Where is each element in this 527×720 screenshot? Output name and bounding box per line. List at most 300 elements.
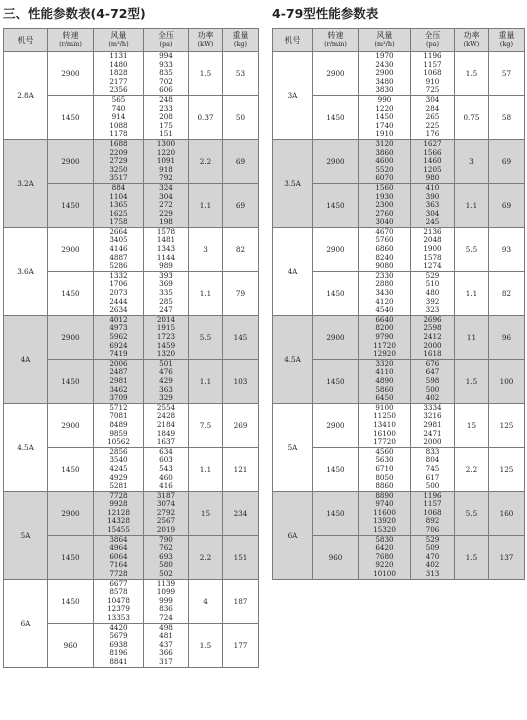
flow-value: 7680 <box>375 551 394 561</box>
weight-cell: 177 <box>223 623 259 667</box>
table-row <box>4 579 259 623</box>
model-number-cell: 3.2A <box>4 139 48 227</box>
weight-cell: 53 <box>223 52 259 96</box>
table-header-row <box>4 29 259 52</box>
pressure-value: 676 <box>425 359 440 368</box>
weight-cell: 187 <box>223 579 259 623</box>
speed-cell: 2900 <box>313 227 359 271</box>
flow-value: 3517 <box>109 173 128 183</box>
power-cell: 1.5 <box>455 359 489 403</box>
pressure-value: 2696 <box>423 315 442 324</box>
model-number-cell: 6A <box>273 491 313 579</box>
flow-value: 4245 <box>109 463 128 473</box>
header-flow: 风量 (m³/h) <box>359 29 411 52</box>
pressure-value: 1144 <box>156 252 176 262</box>
flow-cell <box>94 623 144 667</box>
pressure-value: 1157 <box>423 499 442 509</box>
weight-cell: 58 <box>489 95 525 139</box>
speed-cell: 2900 <box>48 52 94 96</box>
flow-value: 1480 <box>109 59 128 69</box>
flow-value: 6710 <box>375 463 394 473</box>
pressure-value: 647 <box>425 367 440 377</box>
pressure-cell <box>411 52 455 96</box>
flow-value: 7164 <box>109 560 128 570</box>
weight-cell: 137 <box>489 535 525 579</box>
flow-cell <box>359 403 411 447</box>
pressure-cell <box>144 447 189 491</box>
flow-value: 4887 <box>109 252 128 262</box>
pressure-value: 500 <box>425 481 440 491</box>
pressure-value: 1459 <box>156 340 176 350</box>
pressure-value: 762 <box>159 543 173 553</box>
pressure-value: 1915 <box>156 323 176 333</box>
pressure-value: 313 <box>425 569 440 579</box>
flow-value: 4964 <box>109 543 128 553</box>
pressure-value: 245 <box>425 217 440 227</box>
flow-cell <box>359 183 411 227</box>
pressure-value: 706 <box>425 525 440 535</box>
pressure-value: 2000 <box>423 437 442 447</box>
weight-cell: 69 <box>489 183 525 227</box>
speed-cell: 1450 <box>48 447 94 491</box>
pressure-value: 1300 <box>156 139 176 148</box>
flow-value: 5830 <box>375 535 394 544</box>
model-number-cell: 3A <box>273 52 313 140</box>
table-4-72 <box>3 28 259 668</box>
flow-value: 15455 <box>107 525 130 535</box>
model-number-cell: 4A <box>4 315 48 403</box>
weight-cell: 69 <box>489 139 525 183</box>
weight-cell: 160 <box>489 491 525 535</box>
flow-value: 1560 <box>375 183 394 192</box>
pressure-value: 989 <box>159 261 173 271</box>
pressure-value: 272 <box>159 200 173 210</box>
weight-cell: 103 <box>223 359 259 403</box>
flow-cell <box>94 315 144 359</box>
pressure-value: 745 <box>425 463 440 473</box>
pressure-value: 498 <box>159 623 173 632</box>
flow-value: 1910 <box>375 129 394 139</box>
pressure-value: 151 <box>159 129 173 139</box>
pressure-value: 1578 <box>423 252 442 262</box>
power-cell: 1.5 <box>189 623 223 667</box>
flow-value: 2856 <box>109 447 128 456</box>
flow-value: 13353 <box>107 613 130 622</box>
pressure-value: 702 <box>159 76 173 86</box>
flow-cell <box>94 271 144 315</box>
pressure-value: 1091 <box>156 156 176 166</box>
flow-cell <box>359 271 411 315</box>
table-row <box>273 52 525 96</box>
header-flow: 风量 (m³/h) <box>94 29 144 52</box>
pressure-value: 2412 <box>423 332 442 341</box>
flow-value: 1104 <box>109 191 128 201</box>
header-model: 机号 <box>273 29 313 52</box>
weight-cell: 234 <box>223 491 259 535</box>
pressure-value: 835 <box>159 68 173 78</box>
weight-cell: 79 <box>223 271 259 315</box>
flow-value: 2981 <box>109 375 128 385</box>
flow-value: 2300 <box>375 200 394 210</box>
flow-cell <box>359 359 411 403</box>
speed-cell: 2900 <box>48 491 94 535</box>
flow-value: 8240 <box>375 252 394 262</box>
pressure-value: 3074 <box>156 499 176 509</box>
flow-value: 11250 <box>373 411 396 421</box>
power-cell: 15 <box>189 491 223 535</box>
weight-cell: 69 <box>223 183 259 227</box>
speed-cell: 1450 <box>48 183 94 227</box>
pressure-value: 2471 <box>423 428 442 438</box>
table-row <box>273 227 525 271</box>
pressure-value: 476 <box>159 367 173 377</box>
flow-value: 4890 <box>375 375 394 385</box>
pressure-value: 1578 <box>156 227 176 236</box>
flow-value: 1706 <box>109 279 128 289</box>
speed-cell: 1450 <box>313 271 359 315</box>
flow-value: 9740 <box>375 499 394 509</box>
flow-value: 1970 <box>375 51 394 60</box>
power-cell: 2.2 <box>455 447 489 491</box>
flow-value: 4120 <box>375 296 394 306</box>
model-number-cell: 6A <box>4 579 48 667</box>
pressure-value: 502 <box>159 569 173 579</box>
speed-cell: 1450 <box>313 183 359 227</box>
flow-value: 8196 <box>109 648 128 658</box>
flow-value: 2444 <box>109 296 128 306</box>
pressure-cell <box>144 52 189 96</box>
pressure-value: 603 <box>159 455 173 465</box>
flow-value: 13410 <box>373 419 396 429</box>
pressure-value: 804 <box>425 455 440 465</box>
speed-cell: 1450 <box>48 95 94 139</box>
speed-cell: 1450 <box>48 359 94 403</box>
pressure-value: 2184 <box>156 419 176 429</box>
power-cell: 1.5 <box>455 535 489 579</box>
pressure-value: 725 <box>425 85 440 95</box>
flow-value: 6640 <box>375 315 394 324</box>
weight-cell: 269 <box>223 403 259 447</box>
model-number-cell: 5A <box>273 403 313 491</box>
flow-value: 5860 <box>375 384 394 394</box>
speed-cell: 2900 <box>313 52 359 96</box>
pressure-value: 2598 <box>423 323 442 333</box>
pressure-cell <box>144 139 189 183</box>
pressure-cell <box>144 183 189 227</box>
pressure-cell <box>411 359 455 403</box>
pressure-value: 470 <box>425 551 440 561</box>
pressure-value: 460 <box>159 472 173 482</box>
pressure-value: 402 <box>425 560 440 570</box>
pressure-value: 480 <box>425 288 440 298</box>
flow-value: 11600 <box>373 507 396 517</box>
pressure-value: 369 <box>159 279 173 289</box>
flow-value: 5286 <box>109 261 128 271</box>
speed-cell: 2900 <box>48 139 94 183</box>
pressure-value: 335 <box>159 288 173 298</box>
flow-value: 6450 <box>375 393 394 403</box>
flow-value: 4560 <box>375 447 394 456</box>
flow-value: 12379 <box>107 604 130 614</box>
flow-value: 6064 <box>109 551 128 561</box>
flow-value: 2330 <box>375 271 394 280</box>
speed-cell: 1450 <box>313 95 359 139</box>
flow-value: 3430 <box>375 288 394 298</box>
pressure-value: 285 <box>159 296 173 306</box>
power-cell: 1.1 <box>455 183 489 227</box>
pressure-value: 1099 <box>156 587 176 597</box>
weight-cell: 151 <box>223 535 259 579</box>
pressure-value: 1481 <box>156 235 176 245</box>
power-cell: 3 <box>455 139 489 183</box>
pressure-value: 836 <box>159 604 173 614</box>
flow-value: 7081 <box>109 411 128 421</box>
table-row <box>4 227 259 271</box>
table-row <box>4 139 259 183</box>
flow-value: 3320 <box>375 359 394 368</box>
pressure-value: 248 <box>159 95 173 104</box>
flow-value: 3120 <box>375 139 394 148</box>
flow-value: 4600 <box>375 156 394 166</box>
flow-value: 8200 <box>375 323 394 333</box>
pressure-value: 304 <box>159 191 173 201</box>
pressure-cell <box>411 315 455 359</box>
flow-value: 2177 <box>109 76 128 86</box>
table-4-79 <box>272 28 525 580</box>
header-power: 功率 (kW) <box>189 29 223 52</box>
flow-value: 4929 <box>109 472 128 482</box>
flow-value: 2664 <box>109 227 128 236</box>
flow-cell <box>94 447 144 491</box>
pressure-value: 2567 <box>156 516 176 526</box>
pressure-value: 324 <box>159 183 173 192</box>
flow-value: 2900 <box>375 68 394 78</box>
flow-value: 4110 <box>375 367 394 377</box>
flow-value: 4420 <box>109 623 128 632</box>
pressure-value: 1849 <box>156 428 176 438</box>
flow-value: 2430 <box>375 59 394 69</box>
pressure-value: 509 <box>425 543 440 553</box>
model-number-cell: 4.5A <box>4 403 48 491</box>
power-cell: 0.75 <box>455 95 489 139</box>
table-header-row <box>273 29 525 52</box>
flow-value: 1365 <box>109 200 128 210</box>
power-cell: 3 <box>189 227 223 271</box>
flow-value: 5630 <box>375 455 394 465</box>
power-cell: 1.1 <box>189 183 223 227</box>
pressure-value: 1460 <box>423 156 442 166</box>
pressure-value: 284 <box>425 103 440 113</box>
pressure-value: 790 <box>159 535 173 544</box>
header-pressure: 全压 (pa) <box>411 29 455 52</box>
table-row <box>4 315 259 359</box>
flow-value: 5520 <box>375 164 394 174</box>
flow-value: 10478 <box>107 595 130 605</box>
pressure-value: 392 <box>425 296 440 306</box>
flow-value: 8489 <box>109 419 128 429</box>
pressure-value: 994 <box>159 51 173 60</box>
model-number-cell: 2.8A <box>4 52 48 140</box>
pressure-value: 429 <box>159 375 173 385</box>
flow-value: 3864 <box>109 535 128 544</box>
flow-value: 8860 <box>375 481 394 491</box>
pressure-value: 208 <box>159 112 173 122</box>
header-speed: 转速 (r/min) <box>313 29 359 52</box>
header-model: 机号 <box>4 29 48 52</box>
flow-value: 1178 <box>109 129 128 139</box>
flow-value: 565 <box>111 95 126 104</box>
flow-value: 5760 <box>375 235 394 245</box>
flow-value: 6070 <box>375 173 394 183</box>
pressure-value: 265 <box>425 112 440 122</box>
flow-value: 3250 <box>109 164 128 174</box>
pressure-value: 2792 <box>156 507 176 517</box>
pressure-value: 390 <box>425 191 440 201</box>
pressure-cell <box>411 227 455 271</box>
flow-value: 3860 <box>375 147 394 157</box>
pressure-value: 1566 <box>423 147 442 157</box>
table-row <box>4 52 259 96</box>
power-cell: 2.2 <box>189 535 223 579</box>
pressure-cell <box>411 183 455 227</box>
flow-value: 12920 <box>373 349 396 359</box>
pressure-value: 999 <box>159 595 173 605</box>
pressure-cell <box>411 139 455 183</box>
flow-value: 4012 <box>109 315 128 324</box>
pressure-value: 2428 <box>156 411 176 421</box>
pressure-value: 1220 <box>156 147 176 157</box>
flow-value: 15320 <box>373 525 396 535</box>
model-number-cell: 5A <box>4 491 48 579</box>
pressure-cell <box>144 623 189 667</box>
power-cell: 5.5 <box>455 227 489 271</box>
pressure-value: 543 <box>159 463 173 473</box>
flow-cell <box>94 359 144 403</box>
pressure-cell <box>411 95 455 139</box>
pressure-cell <box>144 579 189 623</box>
flow-value: 4670 <box>375 227 394 236</box>
flow-value: 4540 <box>375 305 394 315</box>
flow-value: 3709 <box>109 393 128 403</box>
pressure-value: 481 <box>159 631 173 641</box>
flow-value: 4973 <box>109 323 128 333</box>
flow-value: 6677 <box>109 579 128 588</box>
pressure-value: 510 <box>425 279 440 289</box>
speed-cell: 1450 <box>313 447 359 491</box>
pressure-value: 366 <box>159 648 173 658</box>
flow-value: 3040 <box>375 217 394 227</box>
speed-cell: 960 <box>313 535 359 579</box>
table-row <box>273 403 525 447</box>
flow-cell <box>94 403 144 447</box>
flow-value: 3405 <box>109 235 128 245</box>
pressure-value: 980 <box>425 173 440 183</box>
flow-value: 3462 <box>109 384 128 394</box>
flow-value: 7728 <box>109 569 128 579</box>
flow-value: 13920 <box>373 516 396 526</box>
power-cell: 1.1 <box>189 271 223 315</box>
pressure-value: 410 <box>425 183 440 192</box>
pressure-value: 402 <box>425 393 440 403</box>
flow-value: 6938 <box>109 639 128 649</box>
flow-value: 2880 <box>375 279 394 289</box>
power-cell: 7.5 <box>189 403 223 447</box>
flow-value: 2760 <box>375 208 394 218</box>
power-cell: 1.5 <box>455 52 489 96</box>
flow-value: 2729 <box>109 156 128 166</box>
pressure-cell <box>144 403 189 447</box>
pressure-value: 634 <box>159 447 173 456</box>
flow-value: 6420 <box>375 543 394 553</box>
speed-cell: 2900 <box>48 227 94 271</box>
power-cell: 1.1 <box>189 359 223 403</box>
pressure-value: 437 <box>159 639 173 649</box>
power-cell: 5.5 <box>455 491 489 535</box>
pressure-value: 175 <box>159 120 173 130</box>
flow-cell <box>94 52 144 96</box>
flow-value: 8841 <box>109 656 128 666</box>
flow-value: 9100 <box>375 403 394 412</box>
pressure-value: 1068 <box>423 68 442 78</box>
pressure-value: 393 <box>159 271 173 280</box>
weight-cell: 96 <box>489 315 525 359</box>
flow-value: 6860 <box>375 244 394 254</box>
pressure-value: 304 <box>425 95 440 104</box>
pressure-value: 225 <box>425 120 440 130</box>
pressure-cell <box>411 271 455 315</box>
flow-value: 2634 <box>109 305 128 315</box>
power-cell: 5.5 <box>189 315 223 359</box>
flow-value: 10100 <box>373 569 396 579</box>
flow-value: 7419 <box>109 349 128 359</box>
weight-cell: 145 <box>223 315 259 359</box>
weight-cell: 82 <box>223 227 259 271</box>
flow-cell <box>94 95 144 139</box>
table-row <box>273 491 525 535</box>
speed-cell: 1450 <box>48 271 94 315</box>
pressure-value: 323 <box>425 305 440 315</box>
pressure-value: 918 <box>159 164 173 174</box>
flow-cell <box>359 491 411 535</box>
speed-cell: 1450 <box>313 491 359 535</box>
pressure-value: 2019 <box>156 525 176 535</box>
pressure-value: 1139 <box>156 579 176 588</box>
flow-value: 10562 <box>107 437 130 447</box>
flow-value: 8050 <box>375 472 394 482</box>
flow-cell <box>94 183 144 227</box>
flow-value: 1131 <box>109 51 128 60</box>
pressure-value: 233 <box>159 103 173 113</box>
pressure-value: 1205 <box>423 164 442 174</box>
flow-value: 8578 <box>109 587 128 597</box>
flow-value: 914 <box>111 112 126 122</box>
pressure-value: 2554 <box>156 403 176 412</box>
weight-cell: 121 <box>223 447 259 491</box>
pressure-value: 2981 <box>423 419 442 429</box>
flow-value: 5679 <box>109 631 128 641</box>
pressure-cell <box>144 315 189 359</box>
flow-cell <box>359 535 411 579</box>
flow-cell <box>94 579 144 623</box>
speed-cell: 1450 <box>48 579 94 623</box>
pressure-value: 247 <box>159 305 173 315</box>
pressure-cell <box>144 271 189 315</box>
pressure-value: 229 <box>159 208 173 218</box>
speed-cell: 2900 <box>48 315 94 359</box>
pressure-cell <box>144 227 189 271</box>
pressure-value: 329 <box>159 393 173 403</box>
pressure-value: 1900 <box>423 244 442 254</box>
